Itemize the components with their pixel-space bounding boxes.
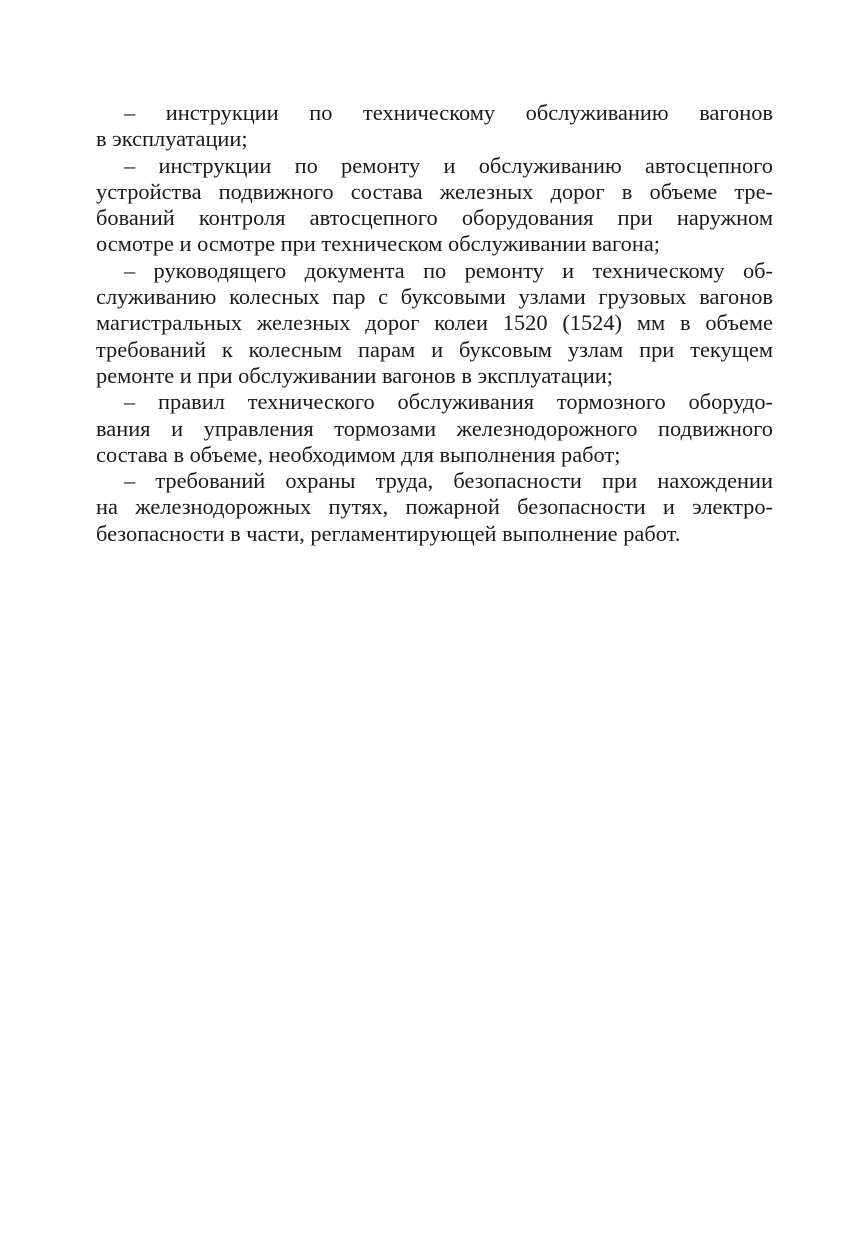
text-line: – руководящего документа по ремонту и техническому об- [124,257,773,283]
text-line: устройства подвижного состава железных дорог в объеме тре- [96,178,773,204]
text-line: на железнодорожных путях, пожарной безопасности и электро- [96,494,773,520]
text-line: требований к колесным парам и буксовым узлам при текущем [96,336,773,362]
body-text [96,100,773,547]
text-line: – требований охраны труда, безопасности при нахождении [124,468,773,494]
text-line: бований контроля автосцепного оборудования при наружном [96,205,773,231]
text-line: вания и управления тормозами железнодорожного подвижного [96,415,773,441]
text-line: ремонте и при обслуживании вагонов в эксплуатации; [96,362,613,388]
text-line: – инструкции по техническому обслуживанию вагонов [124,100,773,125]
text-line: магистральных железных дорог колеи 1520 (1524) мм в объеме [96,310,773,336]
text-line: безопасности в части, регламентирующей выполнение работ. [96,520,681,546]
text-line: в эксплуатации; [96,126,248,152]
text-line: осмотре и осмотре при техническом обслуживании вагона; [96,231,660,257]
text-line: служиванию колесных пар с буксовыми узлами грузовых вагонов [96,284,773,310]
text-line: – правил технического обслуживания тормозного оборудо- [124,389,773,415]
text-line: – инструкции по ремонту и обслуживанию автосцепного [124,152,773,178]
text-line: состава в объеме, необходимом для выполнения работ; [96,441,621,467]
